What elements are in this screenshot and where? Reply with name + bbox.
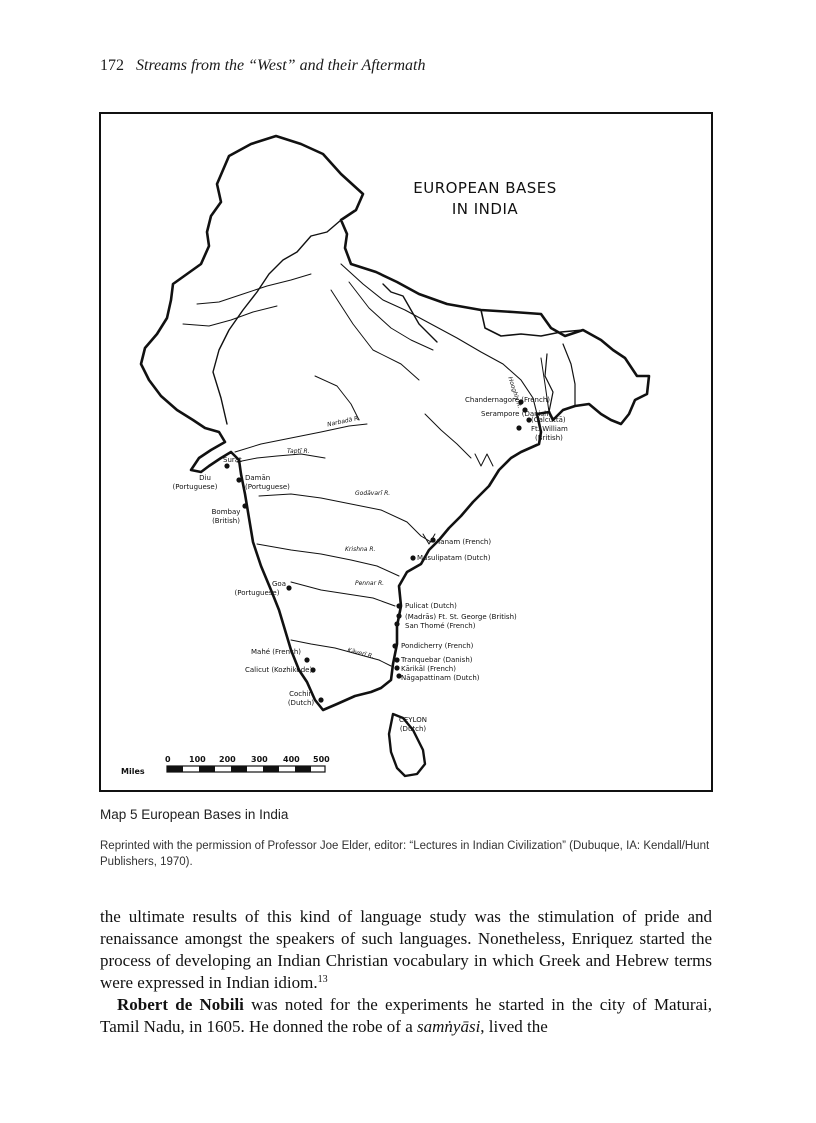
label-hooghly-river: Hooghly R. [506,376,524,410]
river-ganges [341,264,537,414]
label-krishna-river: Krishna R. [345,546,376,553]
scale-tick-0: 0 [165,755,171,764]
settlement-markers [224,399,531,702]
label-san-thome: San Thomé (French) [405,622,476,630]
paragraph-2: Robert de Nobili was noted for the experiments he started in the city of Maturai, Tamil Nadu, in 1605. He donned the robe of a samṅyāsi, lived the [100,995,713,1036]
label-tranquebar: Tranquebar (Danish) [401,656,473,664]
label-surat: Surat [223,456,242,464]
scale-tick-400: 400 [283,755,300,764]
label-madras: (Madrās) Ft. St. George (British) [405,613,517,621]
scale-unit: Miles [121,767,145,776]
label-daman: Damān [245,474,271,482]
label-bombay: Bombay [211,508,241,516]
label-calcutta: (Calcuttā) [531,416,566,424]
label-nagapattinam: Nāgapattinam (Dutch) [401,674,480,682]
label-cochin-owner: (Dutch) [287,699,315,707]
label-pulicat: Pulicat (Dutch) [405,602,457,610]
label-karikal: Kārikāl (French) [401,665,456,673]
label-tapti-river: Taptī R. [287,448,310,455]
label-ft-william-owner: (British) [535,434,563,442]
label-goa: Goa [272,580,286,588]
paragraph-1: the ultimate results of this kind of language study was the stimulation of pride and renaissance amongst the speakers of such languages. Nonetheless, Enriquez started the process of developing an Indian Christian vocabulary in which Greek and Hebrew terms were expressed in Indian idiom.$^{13}$ [100,907,712,992]
label-diu-owner: (Portuguese) [172,483,218,491]
label-masulipatam: Masulipatam (Dutch) [417,554,491,562]
scale-tick-100: 100 [189,755,206,764]
river-tapti [237,454,325,462]
scale-tick-500: 500 [313,755,330,764]
label-ft-william: Ft. William [531,425,568,433]
label-mahe: Mahé (French) [251,648,302,656]
map-figure [99,112,713,792]
river-godavari [259,494,431,542]
map-title: EUROPEAN BASES IN INDIA [413,179,557,218]
label-yanam: Yanam (French) [437,538,492,546]
label-ceylon: CEYLON [399,716,427,724]
figure-caption: Map 5 European Bases in India [100,807,289,822]
label-narbada-river: Narbadā R. [326,414,361,429]
river-krishna [257,544,399,576]
label-bombay-owner: (British) [212,517,240,525]
person-name: Robert de Nobili [117,995,244,1014]
figure-credit: Reprinted with the permission of Professor Joe Elder, editor: “Lectures in Indian Civilization” (Dubuque, IA: Kendall/Hunt Publishers, 1970). [100,840,710,868]
label-pennar-river: Pennar R. [355,580,385,587]
label-calicut: Calicut (Kozhikode) [245,666,313,674]
running-title: Streams from the “West” and their Aftermath [136,57,426,74]
label-ceylon-owner: (Dutch) [399,725,427,733]
label-godavari-river: Godāvarī R. [355,490,391,497]
scale-bar [167,766,325,772]
page-number: 172 [100,57,124,74]
label-goa-owner: (Portuguese) [234,589,280,597]
label-chandernagore: Chandernagore (French) [465,396,550,404]
scale-tick-300: 300 [251,755,268,764]
footnote-ref: 13 [317,974,328,985]
label-cochin: Cochin [289,690,313,698]
scale-tick-200: 200 [219,755,236,764]
label-pondicherry: Pondicherry (French) [401,642,474,650]
term-samnyasi: samṅyāsi [417,1017,481,1036]
label-serampore: Serampore (Danish) [481,410,552,418]
label-diu: Diu [199,474,211,482]
label-daman-owner: (Portuguese) [245,483,290,491]
running-head [100,57,426,75]
body-text [100,906,712,1038]
label-kaveri-river: Kāverī R. [346,646,375,661]
